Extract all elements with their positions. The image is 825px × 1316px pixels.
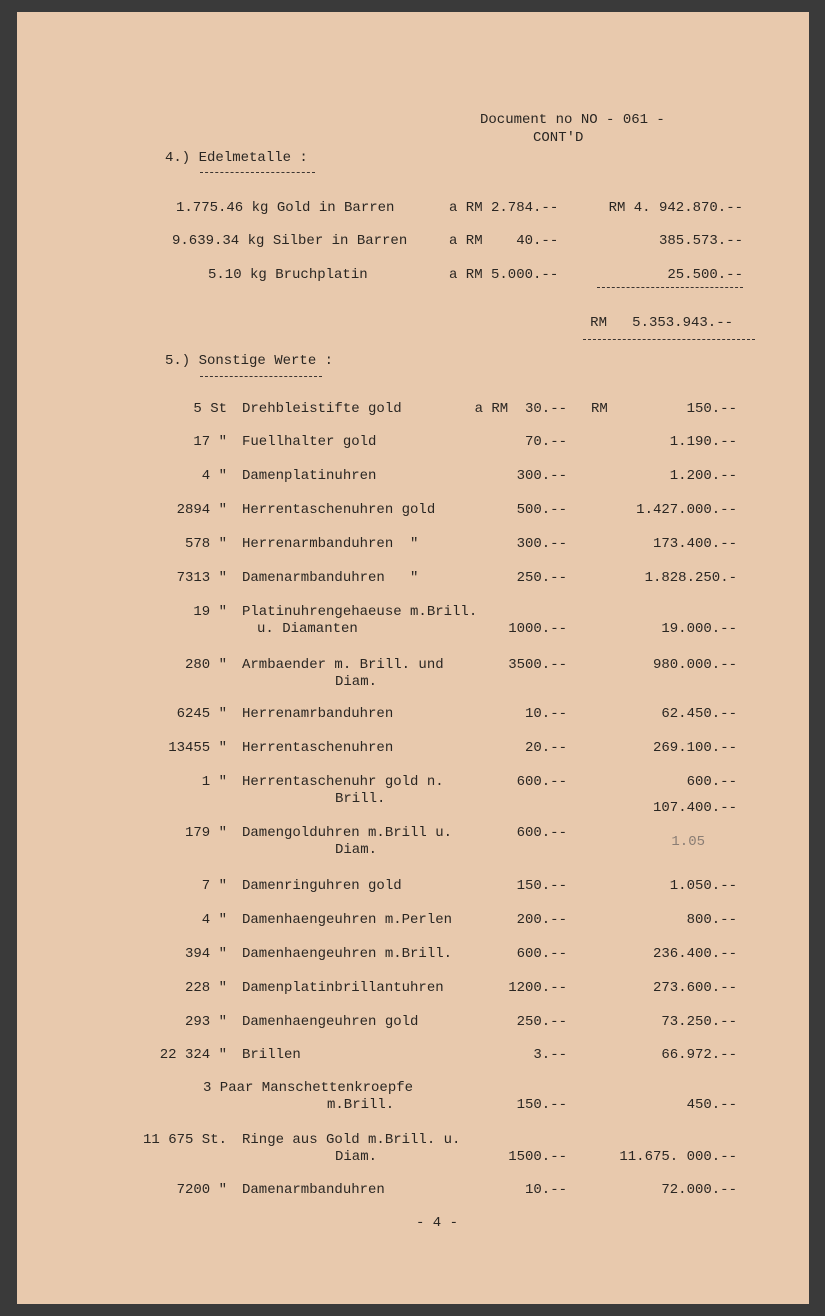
currency-label: RM xyxy=(591,401,608,417)
item-description-cont: u. Diamanten xyxy=(257,621,358,637)
item-description-cont: Diam. xyxy=(335,674,378,690)
s4-row-2-desc: 9.639.34 kg Silber in Barren xyxy=(172,233,408,249)
item-rate: 1000.-- xyxy=(508,621,567,637)
s4-row-1-total: RM 4. 942.870.-- xyxy=(608,200,743,216)
item-rate: a RM 30.-- xyxy=(474,401,567,417)
item-description: Damenarmbanduhren " xyxy=(242,570,419,586)
item-rate: 1500.-- xyxy=(508,1149,567,1165)
document-number: Document no NO - 061 - xyxy=(480,112,665,128)
item-total: 1.427.000.-- xyxy=(636,502,737,518)
item-quantity: 2894 " xyxy=(176,502,227,518)
item-quantity: 293 " xyxy=(184,1014,227,1030)
continued-label: CONT'D xyxy=(533,130,584,146)
item-quantity: 228 " xyxy=(184,980,227,996)
item-description: Damenhaengeuhren m.Brill. xyxy=(242,946,453,962)
item-description: Brillen xyxy=(242,1047,301,1063)
section-5-title: 5.) Sonstige Werte : xyxy=(165,353,334,369)
item-description: Damengolduhren m.Brill u. xyxy=(242,825,453,841)
item-description: Herrentaschenuhren gold xyxy=(242,502,436,518)
page-number: - 4 - xyxy=(416,1215,459,1231)
item-description: Damenplatinuhren xyxy=(242,468,377,484)
item-description-cont: m.Brill. xyxy=(327,1097,395,1113)
s4-row-2-total: 385.573.-- xyxy=(658,233,743,249)
item-description: Herrenamrbanduhren xyxy=(242,706,394,722)
s4-row-3-rate: a RM 5.000.-- xyxy=(449,267,559,283)
item-rate: 20.-- xyxy=(524,740,567,756)
item-total: 800.-- xyxy=(686,912,737,928)
section-4-underline xyxy=(200,172,315,173)
item-description: Herrentaschenuhr gold n. xyxy=(242,774,444,790)
s4-sum-total: RM 5.353.943.-- xyxy=(590,315,733,331)
item-rate: 3.-- xyxy=(533,1047,567,1063)
item-quantity: 4 " xyxy=(201,912,227,928)
item-description: Platinuhrengehaeuse m.Brill. xyxy=(242,604,478,620)
item-description: Damenringuhren gold xyxy=(242,878,402,894)
item-total: 73.250.-- xyxy=(661,1014,737,1030)
document-page xyxy=(17,12,809,1304)
item-total: 236.400.-- xyxy=(652,946,737,962)
item-rate: 250.-- xyxy=(516,1014,567,1030)
item-description: Herrentaschenuhren xyxy=(242,740,394,756)
item-total: 1.200.-- xyxy=(669,468,737,484)
item-description: Damenhaengeuhren gold xyxy=(242,1014,419,1030)
s4-row-2-rate: a RM 40.-- xyxy=(449,233,559,249)
item-total: 66.972.-- xyxy=(661,1047,737,1063)
item-total: 600.-- xyxy=(686,774,737,790)
item-description-cont: Brill. xyxy=(335,791,386,807)
item-quantity: 11 675 St. xyxy=(142,1132,227,1148)
item-total: 450.-- xyxy=(686,1097,737,1113)
item-quantity: 17 " xyxy=(193,434,227,450)
item-rate: 300.-- xyxy=(516,536,567,552)
item-total: 19.000.-- xyxy=(661,621,737,637)
section-4-title: 4.) Edelmetalle : xyxy=(165,150,308,166)
item-quantity: 578 " xyxy=(184,536,227,552)
item-rate: 150.-- xyxy=(516,878,567,894)
s4-sum-underline xyxy=(583,339,755,340)
item-rate: 300.-- xyxy=(516,468,567,484)
item-total: 1.828.250.- xyxy=(644,570,737,586)
item-quantity: 7 " xyxy=(201,878,227,894)
s4-row-3-total: 25.500.-- xyxy=(667,267,743,283)
item-quantity: 7200 " xyxy=(176,1182,227,1198)
s4-row-3-desc: 5.10 kg Bruchplatin xyxy=(208,267,368,283)
item-rate: 10.-- xyxy=(524,1182,567,1198)
item-total: 269.100.-- xyxy=(652,740,737,756)
s4-row-1-rate: a RM 2.784.-- xyxy=(449,200,559,216)
item-total: 11.675. 000.-- xyxy=(619,1149,737,1165)
item-description-cont: Diam. xyxy=(335,1149,378,1165)
item-total: 1.050.-- xyxy=(669,878,737,894)
item-total: 273.600.-- xyxy=(652,980,737,996)
item-description: Damenplatinbrillantuhren xyxy=(242,980,444,996)
item-quantity: 7313 " xyxy=(176,570,227,586)
item-rate: 3500.-- xyxy=(508,657,567,673)
item-rate: 1200.-- xyxy=(508,980,567,996)
item-total-note: 1.05 xyxy=(671,834,705,850)
item-total: 72.000.-- xyxy=(661,1182,737,1198)
item-total: 980.000.-- xyxy=(652,657,737,673)
item-quantity: 4 " xyxy=(201,468,227,484)
item-quantity: 5 St xyxy=(193,401,227,417)
item-quantity: 280 " xyxy=(184,657,227,673)
s4-sum-rule xyxy=(597,287,743,288)
item-description: 3 Paar Manschettenkroepfe xyxy=(203,1080,414,1096)
item-quantity: 22 324 " xyxy=(159,1047,227,1063)
item-rate: 600.-- xyxy=(516,774,567,790)
item-description: Fuellhalter gold xyxy=(242,434,377,450)
item-total: 62.450.-- xyxy=(661,706,737,722)
s4-row-1-desc: 1.775.46 kg Gold in Barren xyxy=(176,200,395,216)
item-quantity: 19 " xyxy=(193,604,227,620)
item-quantity: 13455 " xyxy=(168,740,227,756)
item-description: Armbaender m. Brill. und xyxy=(242,657,444,673)
item-rate: 600.-- xyxy=(516,825,567,841)
item-total: 107.400.-- xyxy=(652,800,737,816)
item-description: Damenhaengeuhren m.Perlen xyxy=(242,912,453,928)
item-description: Herrenarmbanduhren " xyxy=(242,536,419,552)
item-total: 150.-- xyxy=(686,401,737,417)
item-description: Ringe aus Gold m.Brill. u. xyxy=(242,1132,461,1148)
item-rate: 70.-- xyxy=(524,434,567,450)
item-rate: 500.-- xyxy=(516,502,567,518)
item-description: Drehbleistifte gold xyxy=(242,401,402,417)
item-quantity: 1 " xyxy=(201,774,227,790)
item-quantity: 179 " xyxy=(184,825,227,841)
section-5-underline xyxy=(200,376,322,377)
item-rate: 250.-- xyxy=(516,570,567,586)
item-description: Damenarmbanduhren xyxy=(242,1182,385,1198)
item-quantity: 6245 " xyxy=(176,706,227,722)
item-rate: 10.-- xyxy=(524,706,567,722)
item-description-cont: Diam. xyxy=(335,842,378,858)
item-total: 1.190.-- xyxy=(669,434,737,450)
item-rate: 150.-- xyxy=(516,1097,567,1113)
item-quantity: 394 " xyxy=(184,946,227,962)
item-total: 173.400.-- xyxy=(652,536,737,552)
item-rate: 600.-- xyxy=(516,946,567,962)
item-rate: 200.-- xyxy=(516,912,567,928)
